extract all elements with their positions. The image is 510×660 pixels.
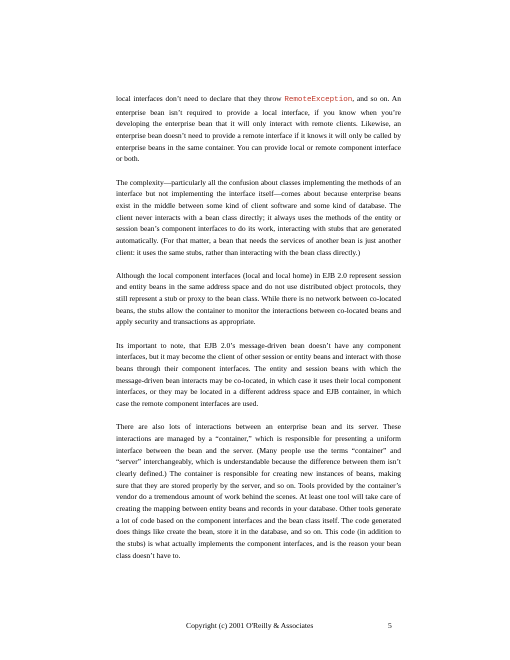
paragraph-text: The complexity—particularly all the confusion about classes implementing the methods of an interface but not implementing the interface itself—comes about because enterprise beans exist in the middle between some kind of client software and some kind of database. The client never interacts with a bean class directly; it always uses the methods of the entity or session bean’s component interfaces to do its work, interacting with stubs that are generated automatically. (For that matter, a bean that needs the services of another bean is just another client: it uses the same stubs, rather than interacting with the bean class directly.) (116, 177, 401, 257)
footer-copyright: Copyright (c) 2001 O'Reilly & Associates (186, 621, 314, 630)
paragraph-local-interfaces (116, 93, 401, 165)
remote-exception-code: RemoteException (284, 96, 353, 104)
paragraph-text: Although the local component interfaces (local and local home) in EJB 2.0 represent session and entity beans in the same address space and do not use distributed object protocols, they still represent a stub or proxy to the bean class. While there is no network between co-located beans, the stubs allow the container to monitor the interactions between co-located beans and apply security and transactions as appropriate. (116, 270, 401, 327)
paragraph-message-driven-bean (116, 340, 401, 410)
paragraph-text: There are also lots of interactions between an enterprise bean and its server. These interactions are managed by a “container,” which is responsible for presenting a uniform interface between the bean and the server. (Many people use the terms “container” and “server” interchangeably, which is understandable because the difference between them isn’t clearly defined.) The container is responsible for creating new instances of beans, making sure that they are stored properly by the server, and so on. Tools provided by the container’s vendor do a tremendous amount of work behind the scenes. At least one tool will take care of creating the mapping between entity beans and records in your database. Other tools generate a lot of code based on the component interfaces and the bean class itself. The code generated does things like create the bean, store it in the database, and so on. This code (in addition to the stubs) is what actually implements the component interfaces, and is the reason your bean class doesn’t have to. (116, 422, 401, 560)
page-footer (0, 621, 510, 633)
paragraph-complexity (116, 177, 401, 259)
page-number: 5 (388, 621, 392, 630)
paragraph-text: local interfaces don’t need to declare that they throw (116, 94, 285, 103)
paragraph-text: , and so on. An enterprise bean isn’t required to provide a local interface, if you know when you’re developing the enterprise bean that it will only interact with remote clients. Likewise, an enterprise bean doesn’t need to provide a remote interface if it knows it will only be called by enterprise beans in the same container. You can provide local or remote component interface or both. (116, 94, 402, 164)
paragraph-text: Its important to note, that EJB 2.0’s message-driven bean doesn’t have any component interfaces, but it may become the client of other session or entity beans and interact with those beans through their component interfaces. The entity and session beans with which the message-driven bean interacts may be co-located, in which case it uses their local component interfaces, or they may be located in a different address space and EJB container, in which case the remote component interfaces are used. (116, 340, 401, 409)
paragraph-local-component-interfaces (116, 270, 401, 328)
document-body (116, 93, 401, 561)
paragraph-container-interactions (116, 421, 401, 561)
